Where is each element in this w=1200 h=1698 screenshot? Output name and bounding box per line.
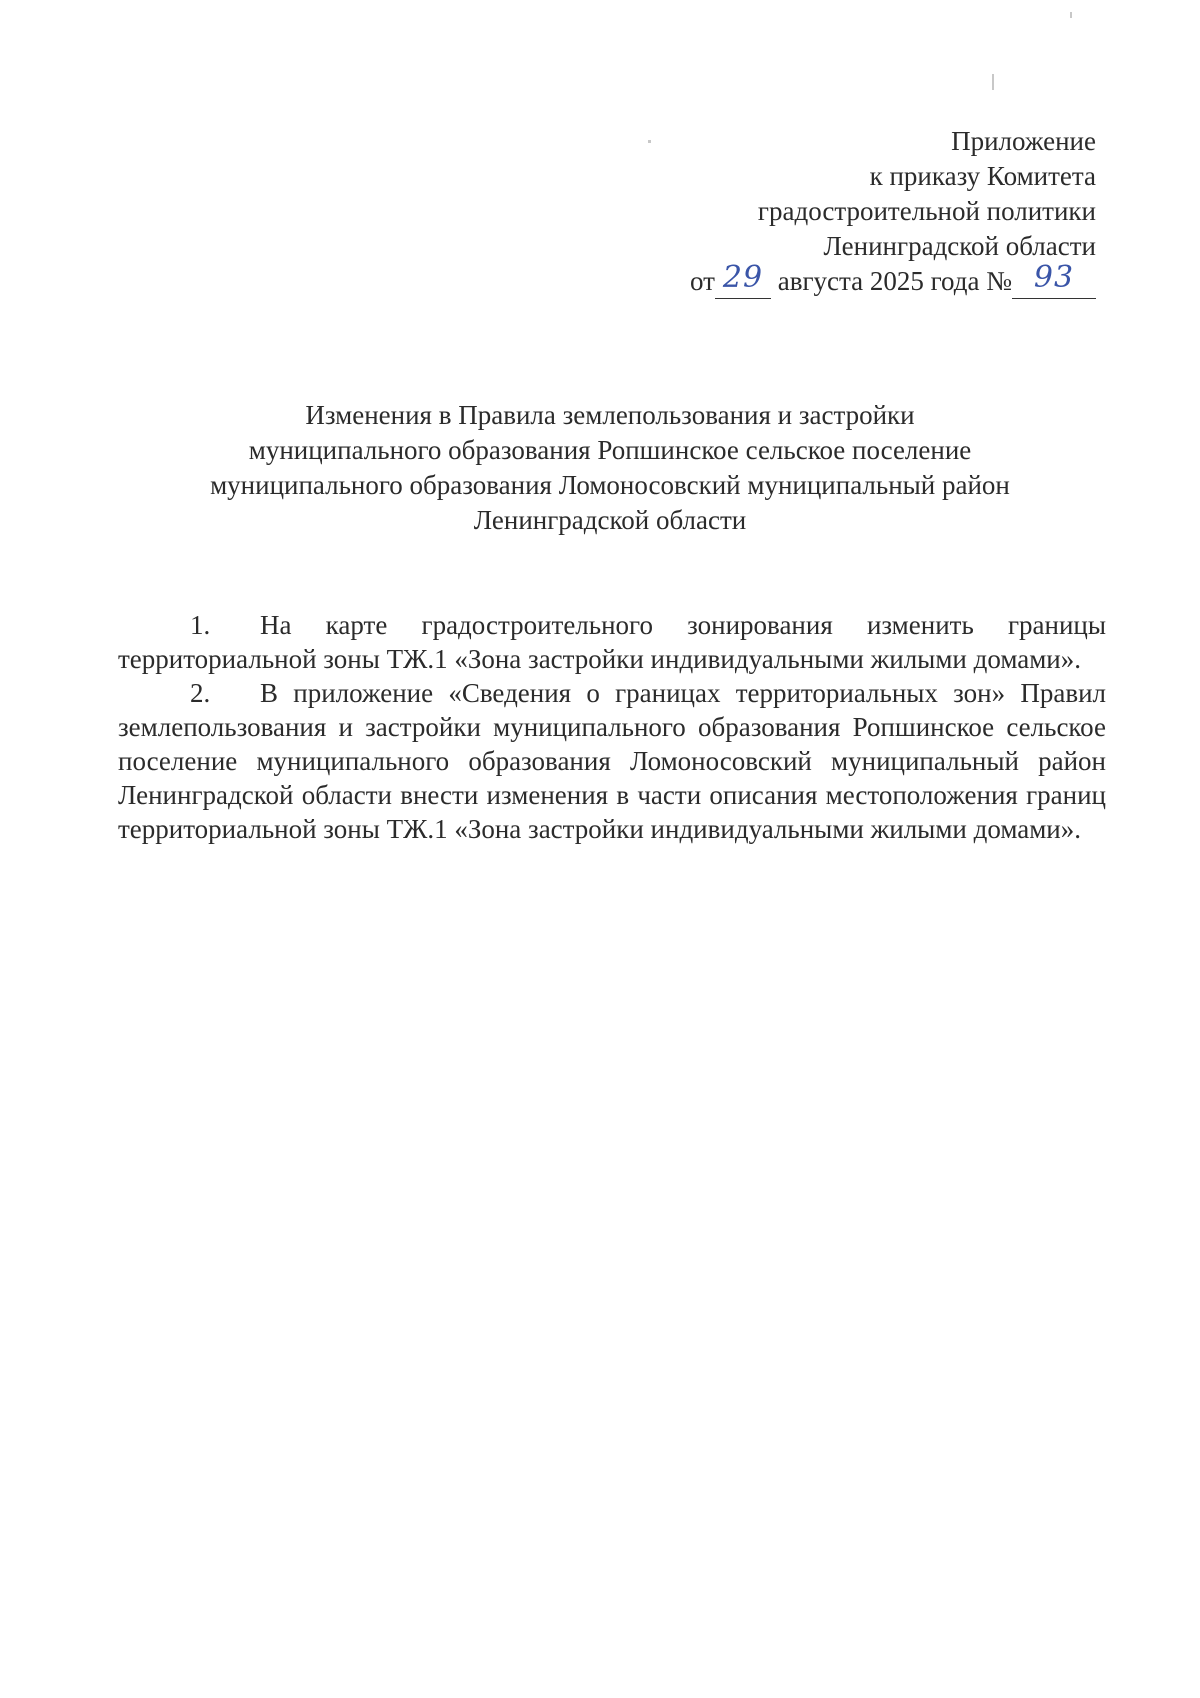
list-item-text: На карте градостроительного зонирования изменить границы территориальной зоны ТЖ.1 «Зона застройки индивидуальными жилыми домами». xyxy=(118,610,1106,674)
appendix-region: Ленинградской области xyxy=(823,231,1096,261)
list-item-text: В приложение «Сведения о границах территориальных зон» Правил землепользования и застройки муниципального образования Ропшинское сельское поселение муниципального образования Ломоносовский муниципальный район Ленинградской области внести изменения в части описания местоположения границ территориальной зоны ТЖ.1 «Зона застройки индивидуальными жилыми домами». xyxy=(118,678,1106,844)
title-line: Изменения в Правила землепользования и застройки xyxy=(305,400,915,430)
date-prefix: от xyxy=(690,266,715,296)
scan-mark xyxy=(992,74,994,90)
appendix-label: Приложение xyxy=(951,126,1096,156)
list-item-number: 1. xyxy=(190,610,211,640)
appendix-header xyxy=(536,124,1096,299)
list-item-number: 2. xyxy=(190,678,211,708)
scan-mark xyxy=(1070,12,1072,18)
date-day-field xyxy=(715,260,771,299)
list-item xyxy=(118,608,1106,676)
title-line: муниципального образования Ропшинское сельское поселение xyxy=(248,435,972,465)
doc-number-field xyxy=(1012,260,1096,299)
list-item xyxy=(118,676,1106,846)
date-month-year: августа 2025 года № xyxy=(777,266,1012,296)
appendix-committee: градостроительной политики xyxy=(757,196,1096,226)
appendix-date-line xyxy=(536,260,1096,299)
document-body xyxy=(118,608,1106,846)
doc-number-value: 93 xyxy=(1033,260,1075,295)
title-line: Ленинградской области xyxy=(473,505,747,535)
title-line: муниципального образования Ломоносовский муниципальный район xyxy=(210,470,1010,500)
appendix-order-ref: к приказу Комитета xyxy=(869,161,1096,191)
date-day-value: 29 xyxy=(722,260,764,295)
document-title xyxy=(120,398,1100,538)
